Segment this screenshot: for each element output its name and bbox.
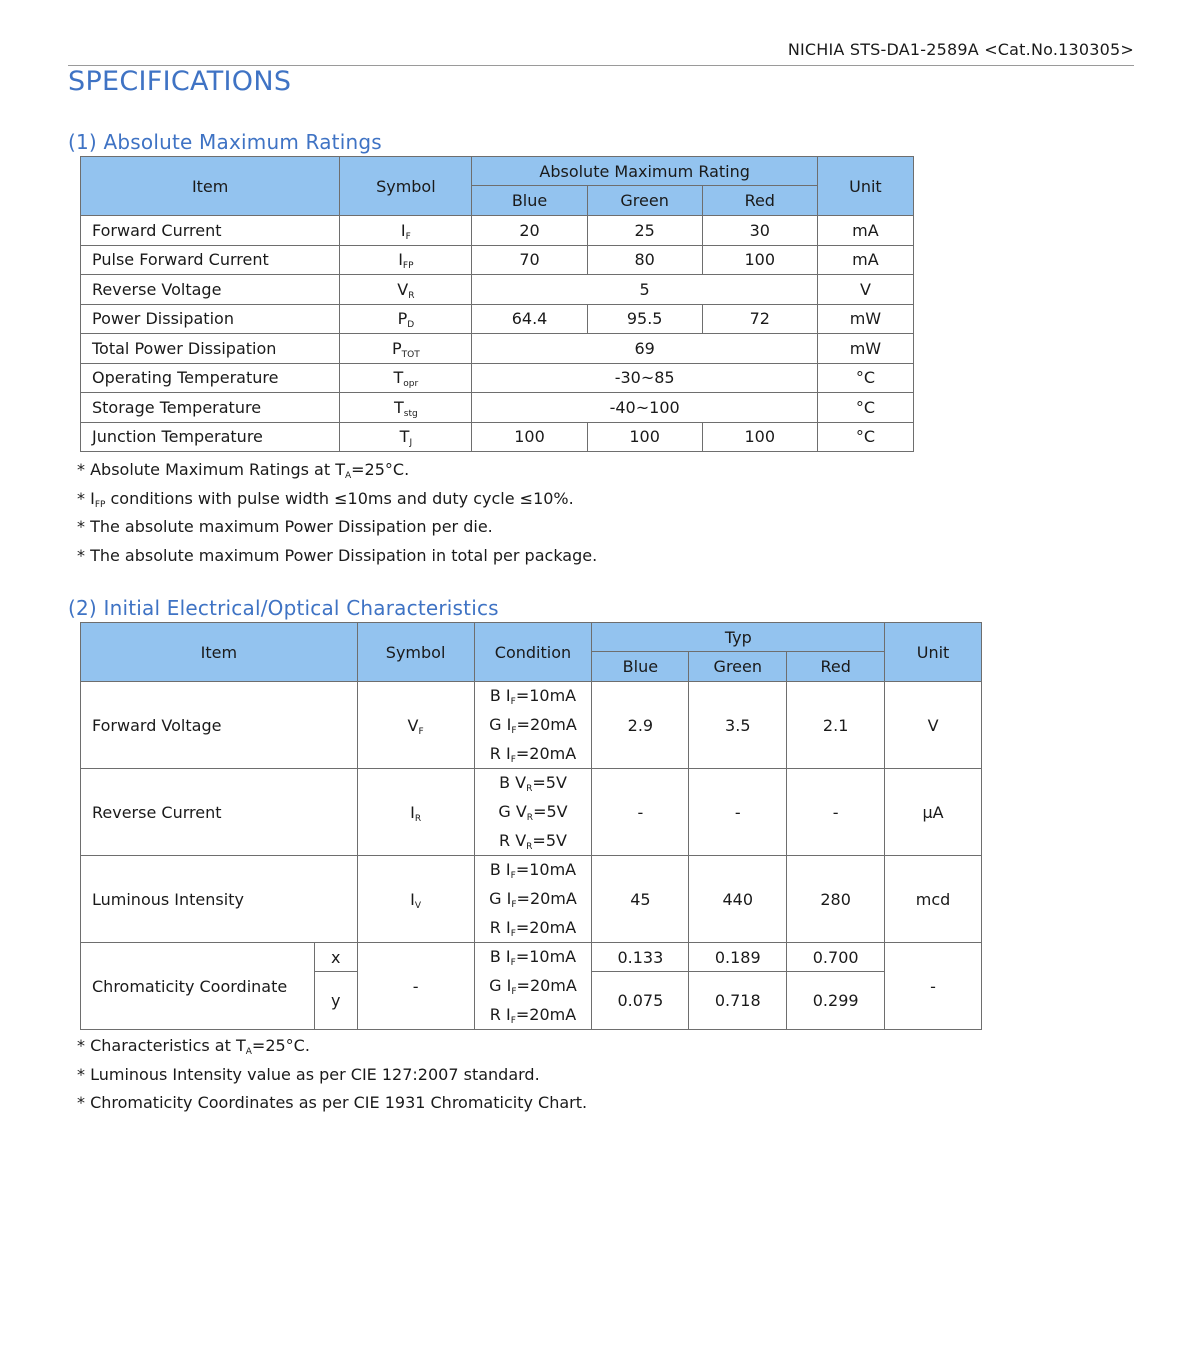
symbol-subscript: TOT (401, 349, 420, 360)
symbol-letter: V (407, 715, 419, 735)
typ-green: 440 (689, 856, 787, 943)
symbol-cell (357, 856, 474, 943)
symbol-letter: V (397, 279, 409, 299)
condition-prefix: B I (489, 860, 511, 879)
condition-subscript: F (511, 900, 517, 910)
header-red: Red (702, 186, 817, 216)
condition-prefix: R I (489, 918, 511, 937)
condition-cell (474, 769, 592, 856)
symbol-subscript: R (414, 813, 422, 824)
header-symbol: Symbol (340, 157, 472, 216)
rating-green: 80 (587, 245, 702, 275)
condition-lines (475, 943, 592, 1029)
symbol-cell (340, 304, 472, 334)
item-name: Forward Current (81, 216, 340, 246)
unit-cell: - (885, 943, 982, 1030)
table-row (81, 275, 914, 305)
condition-subscript: F (510, 929, 516, 939)
condition-value: =20mA (516, 715, 577, 734)
note-text: * Characteristics at T (77, 1036, 246, 1055)
symbol-subscript: J (409, 438, 413, 449)
symbol-subscript: opr (403, 379, 419, 390)
rating-all: 5 (472, 275, 817, 305)
item-name: Storage Temperature (81, 393, 340, 423)
rating-red: 100 (702, 422, 817, 452)
note-text: * Luminous Intensity value as per CIE 127:2007 standard. (77, 1064, 540, 1084)
symbol-letter: T (394, 397, 404, 417)
unit-cell: mA (817, 216, 913, 246)
symbol-subscript: V (414, 900, 422, 911)
rating-all: -40~100 (472, 393, 817, 423)
note-text-end: =25°C. (251, 1036, 310, 1055)
condition-subscript: F (510, 1016, 516, 1026)
note-text: * Absolute Maximum Ratings at T (77, 460, 345, 479)
condition-line (475, 943, 592, 971)
condition-line (475, 827, 592, 855)
page-title: SPECIFICATIONS (68, 66, 292, 97)
item-name: Reverse Current (81, 769, 358, 856)
condition-lines (475, 682, 592, 768)
condition-line (475, 740, 592, 768)
unit-cell: V (885, 682, 982, 769)
typ-blue: 45 (592, 856, 689, 943)
symbol-subscript: R (408, 290, 415, 301)
condition-prefix: R I (489, 744, 511, 763)
note-text-end: =25°C. (351, 460, 410, 479)
chroma-x-blue: 0.133 (592, 943, 689, 972)
symbol-cell (340, 363, 472, 393)
header-red: Red (787, 652, 885, 682)
condition-lines (475, 769, 592, 855)
table-row (81, 245, 914, 275)
item-name: Forward Voltage (81, 682, 358, 769)
condition-value: =5V (532, 831, 567, 850)
chromaticity-y-label: y (314, 972, 357, 1030)
condition-value: =20mA (516, 976, 577, 995)
item-name: Chromaticity Coordinate (81, 943, 315, 1030)
condition-subscript: R (526, 842, 533, 852)
note-text: * Chromaticity Coordinates as per CIE 1931 Chromaticity Chart. (77, 1093, 588, 1112)
condition-value: =5V (532, 773, 567, 792)
rating-green: 100 (587, 422, 702, 452)
note-line (77, 485, 597, 514)
condition-subscript: R (526, 784, 533, 794)
typ-red: 280 (787, 856, 885, 943)
header-condition: Condition (474, 623, 592, 682)
table-row (81, 363, 914, 393)
table-row (81, 216, 914, 246)
electrical-optical-characteristics-notes (77, 1032, 587, 1118)
typ-blue: 2.9 (592, 682, 689, 769)
note-subscript: A (344, 471, 352, 481)
condition-cell (474, 682, 592, 769)
note-text: * The absolute maximum Power Dissipation in total per package. (77, 545, 598, 565)
unit-cell: °C (817, 422, 913, 452)
condition-line (475, 914, 592, 942)
condition-value: =10mA (515, 686, 577, 705)
chroma-y-red: 0.299 (787, 972, 885, 1030)
unit-cell: mA (817, 245, 913, 275)
table-row (81, 769, 982, 856)
unit-cell: °C (817, 363, 913, 393)
symbol-letter: I (410, 889, 415, 909)
note-line (77, 513, 597, 542)
item-name: Power Dissipation (81, 304, 340, 334)
header-item: Item (81, 157, 340, 216)
typ-green: 3.5 (689, 682, 787, 769)
condition-value: =20mA (516, 889, 577, 908)
section-title-absolute-maximum-ratings: (1) Absolute Maximum Ratings (68, 130, 382, 154)
chroma-x-green: 0.189 (689, 943, 787, 972)
rating-blue: 20 (472, 216, 587, 246)
electrical-optical-characteristics-table (80, 622, 982, 1030)
rating-green: 25 (587, 216, 702, 246)
symbol-cell (357, 769, 474, 856)
symbol-letter: I (398, 250, 403, 270)
rating-blue: 64.4 (472, 304, 587, 334)
note-line (77, 456, 597, 485)
symbol-cell: - (357, 943, 474, 1030)
condition-value: =10mA (515, 947, 577, 966)
symbol-letter: P (392, 338, 402, 358)
condition-value: =5V (533, 802, 568, 821)
condition-subscript: F (510, 697, 516, 707)
table-row (81, 334, 914, 364)
chroma-y-blue: 0.075 (592, 972, 689, 1030)
condition-prefix: G I (489, 976, 512, 995)
header-green: Green (587, 186, 702, 216)
symbol-letter: P (397, 309, 408, 329)
condition-prefix: G I (489, 715, 512, 734)
rating-red: 30 (702, 216, 817, 246)
symbol-cell (340, 245, 472, 275)
table-row-chromaticity-x (81, 943, 982, 972)
rating-all: 69 (472, 334, 817, 364)
rating-red: 72 (702, 304, 817, 334)
symbol-subscript: D (407, 320, 415, 331)
unit-cell: °C (817, 393, 913, 423)
absolute-maximum-ratings-notes (77, 456, 597, 570)
symbol-cell (357, 682, 474, 769)
symbol-letter: T (393, 368, 404, 388)
condition-value: =10mA (515, 860, 577, 879)
symbol-letter: T (399, 427, 410, 447)
condition-line (475, 972, 592, 1000)
condition-line (475, 885, 592, 913)
note-line (77, 1089, 587, 1118)
section-title-electrical-optical-characteristics: (2) Initial Electrical/Optical Characteristics (68, 596, 499, 620)
item-name: Total Power Dissipation (81, 334, 340, 364)
unit-cell: mW (817, 334, 913, 364)
rating-green: 95.5 (587, 304, 702, 334)
unit-cell: V (817, 275, 913, 305)
condition-prefix: G I (489, 889, 512, 908)
item-name: Pulse Forward Current (81, 245, 340, 275)
absolute-maximum-ratings-table (80, 156, 914, 452)
symbol-cell (340, 334, 472, 364)
condition-value: =20mA (515, 744, 577, 763)
item-name: Luminous Intensity (81, 856, 358, 943)
note-subscript: FP (94, 499, 106, 510)
symbol-letter: I (410, 802, 415, 822)
note-subscript: A (245, 1047, 252, 1057)
note-line (77, 1032, 587, 1061)
condition-prefix: R I (489, 1005, 511, 1024)
table-row (81, 393, 914, 423)
condition-value: =20mA (515, 918, 577, 937)
condition-line (475, 856, 592, 884)
condition-subscript: F (510, 871, 516, 881)
rating-red: 100 (702, 245, 817, 275)
condition-line (475, 798, 592, 826)
condition-subscript: F (510, 958, 516, 968)
condition-cell (474, 943, 592, 1030)
symbol-cell (340, 275, 472, 305)
condition-cell (474, 856, 592, 943)
document-reference: NICHIA STS-DA1-2589A <Cat.No.130305> (787, 40, 1134, 59)
table-row (81, 304, 914, 334)
condition-lines (475, 856, 592, 942)
note-line (77, 1061, 587, 1090)
condition-prefix: G V (498, 802, 527, 821)
chroma-x-red: 0.700 (787, 943, 885, 972)
note-line (77, 542, 597, 571)
condition-prefix: B I (489, 947, 511, 966)
condition-prefix: R V (499, 831, 527, 850)
header-blue: Blue (472, 186, 587, 216)
rating-blue: 100 (472, 422, 587, 452)
table-row (81, 682, 982, 769)
symbol-cell (340, 216, 472, 246)
condition-line (475, 711, 592, 739)
symbol-subscript: FP (402, 261, 414, 272)
header-typ: Typ (592, 623, 885, 652)
rating-blue: 70 (472, 245, 587, 275)
item-name: Operating Temperature (81, 363, 340, 393)
condition-subscript: F (510, 755, 516, 765)
condition-subscript: R (526, 813, 534, 823)
condition-prefix: B V (499, 773, 527, 792)
condition-value: =20mA (515, 1005, 577, 1024)
condition-prefix: B I (489, 686, 511, 705)
header-green: Green (689, 652, 787, 682)
symbol-cell (340, 422, 472, 452)
note-text: * I (77, 488, 95, 508)
note-text-end: conditions with pulse width ≤10ms and duty cycle ≤10%. (105, 488, 574, 508)
condition-subscript: F (511, 726, 517, 736)
symbol-letter: I (400, 220, 406, 240)
unit-cell: mcd (885, 856, 982, 943)
header-blue: Blue (592, 652, 689, 682)
rating-all: -30~85 (472, 363, 817, 393)
symbol-subscript: F (418, 726, 424, 737)
header-symbol: Symbol (357, 623, 474, 682)
header-absolute-maximum-rating: Absolute Maximum Rating (472, 157, 817, 186)
typ-red: 2.1 (787, 682, 885, 769)
unit-cell: mW (817, 304, 913, 334)
header-item: Item (81, 623, 358, 682)
typ-red: - (787, 769, 885, 856)
chromaticity-x-label: x (314, 943, 357, 972)
table-row (81, 422, 914, 452)
condition-line (475, 682, 592, 710)
header-unit: Unit (885, 623, 982, 682)
item-name: Junction Temperature (81, 422, 340, 452)
header-unit: Unit (817, 157, 913, 216)
symbol-subscript: F (405, 231, 411, 242)
symbol-cell (340, 393, 472, 423)
typ-blue: - (592, 769, 689, 856)
condition-subscript: F (511, 987, 517, 997)
table-row (81, 856, 982, 943)
note-text: * The absolute maximum Power Dissipation per die. (77, 517, 493, 536)
unit-cell: μA (885, 769, 982, 856)
condition-line (475, 769, 592, 797)
item-name: Reverse Voltage (81, 275, 340, 305)
symbol-subscript: stg (403, 408, 418, 419)
condition-line (475, 1001, 592, 1029)
chroma-y-green: 0.718 (689, 972, 787, 1030)
typ-green: - (689, 769, 787, 856)
